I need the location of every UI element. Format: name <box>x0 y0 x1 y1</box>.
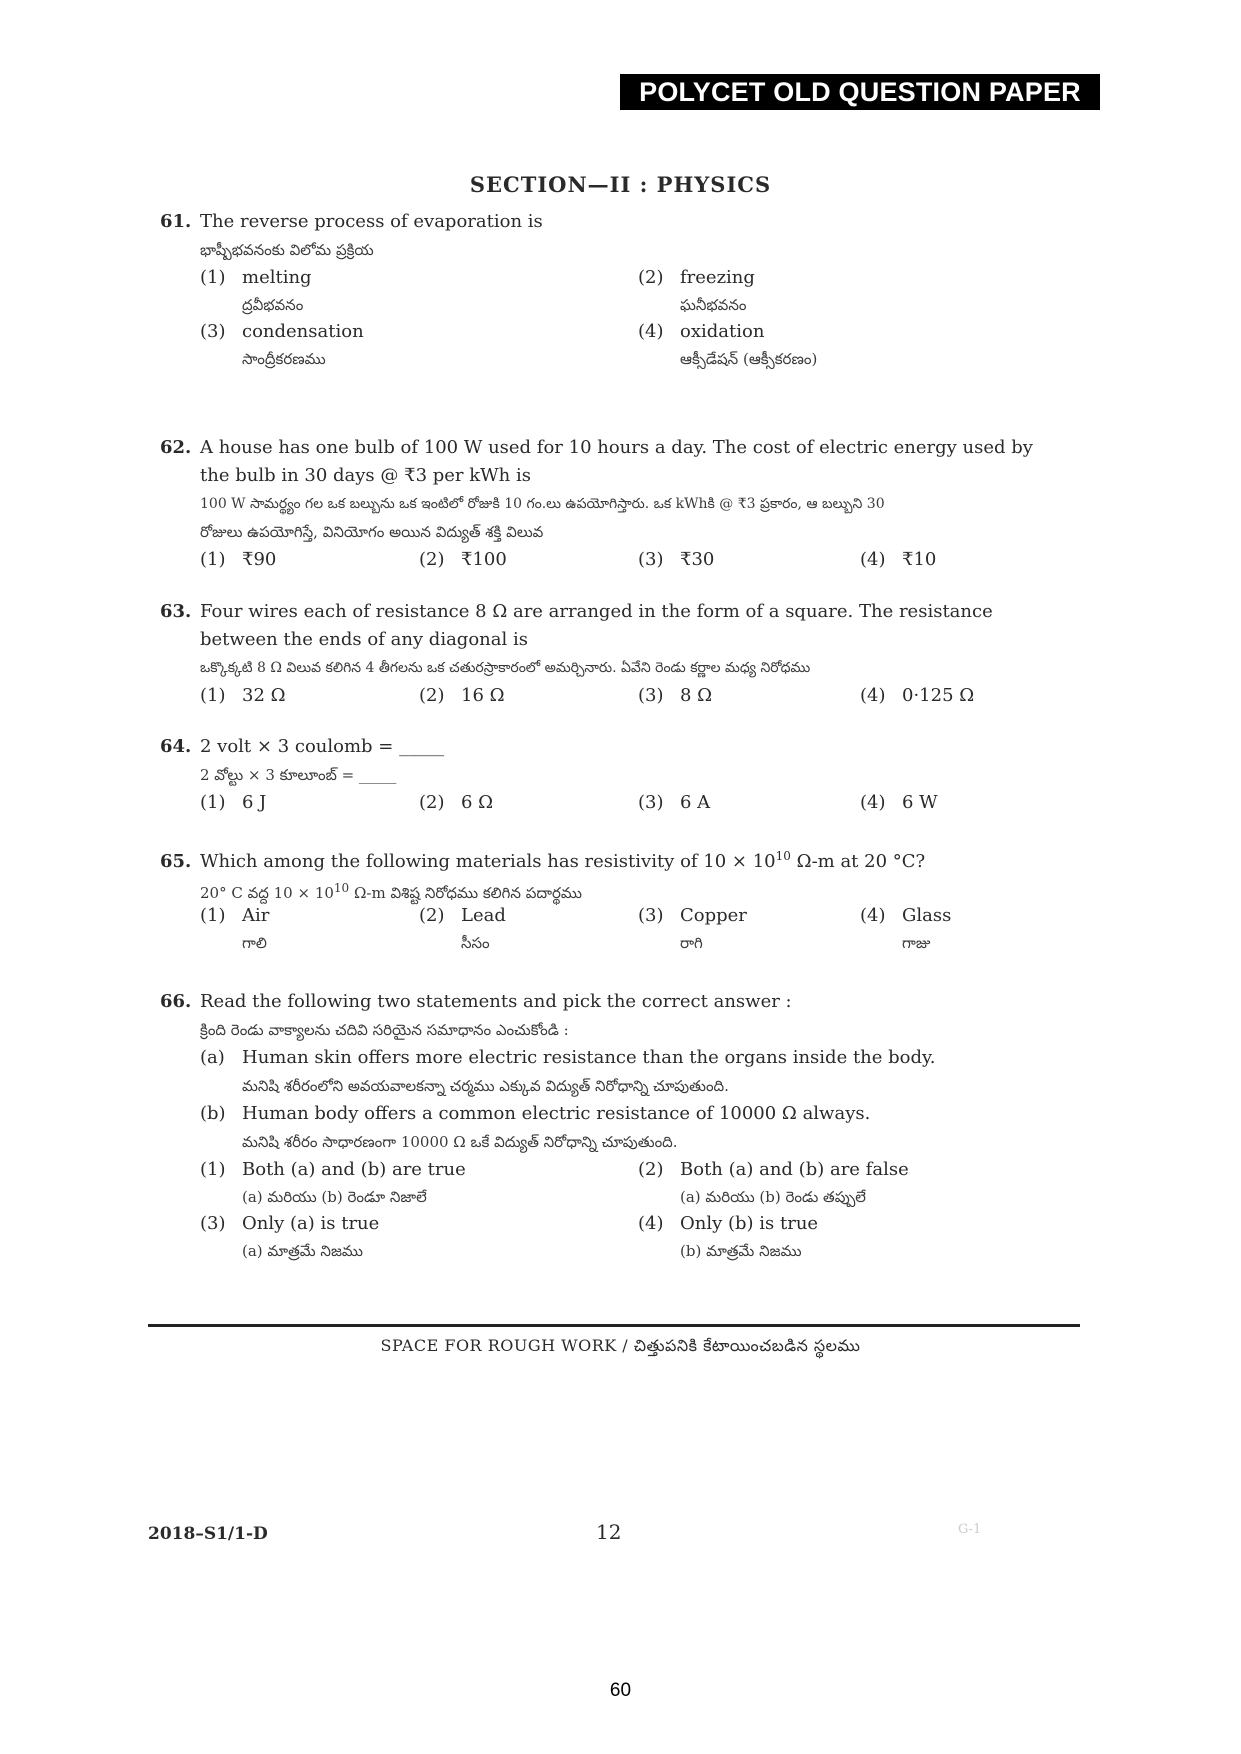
option-number: (2) <box>419 905 445 926</box>
faint-mark: G-1 <box>958 1522 982 1537</box>
question-number: 64. <box>160 736 192 757</box>
option-number: (3) <box>638 549 664 570</box>
option-number: (4) <box>638 321 664 342</box>
question-text: 2 volt × 3 coulomb = _____ <box>200 736 445 757</box>
rough-work-label: SPACE FOR ROUGH WORK / చిత్తుపనికి కేటాయించబడిన స్థలము <box>380 1336 861 1355</box>
option-text-telugu: (a) మాత్రమే నిజము <box>242 1242 363 1260</box>
option-number: (1) <box>200 549 226 570</box>
option-text: ₹10 <box>902 549 937 570</box>
option-number: (4) <box>860 792 886 813</box>
option-text: Air <box>242 905 270 926</box>
option-text: 6 Ω <box>461 792 494 813</box>
option-number: (4) <box>638 1213 664 1234</box>
option-text: 32 Ω <box>242 685 286 706</box>
option-text: condensation <box>242 321 364 342</box>
option-text: oxidation <box>680 321 765 342</box>
question-63 <box>160 598 1080 710</box>
option-number: (1) <box>200 685 226 706</box>
option-text-telugu: (a) మరియు (b) రెండు తప్పులే <box>680 1188 866 1206</box>
option-text: 6 J <box>242 792 267 813</box>
question-text-telugu: క్రింది రెండు వాక్యాలను చదివి సరియైన సమాధానం ఎంచుకోండి : <box>200 1021 569 1039</box>
option-number: (2) <box>419 792 445 813</box>
question-text-telugu: 2 వోల్టు × 3 కూలూంబ్ = _____ <box>200 766 397 784</box>
option-text-telugu: సాంద్రీకరణము <box>242 350 326 368</box>
question-number: 63. <box>160 601 192 622</box>
question-text: Read the following two statements and pick the correct answer : <box>200 991 792 1012</box>
question-number: 62. <box>160 437 192 458</box>
statement-text: Human body offers a common electric resistance of 10000 Ω always. <box>242 1103 871 1124</box>
option-number: (2) <box>419 685 445 706</box>
option-text: Both (a) and (b) are true <box>242 1159 466 1180</box>
question-text-telugu: 20° C వద్ద 10 × 10 <box>200 884 334 902</box>
question-text-telugu-rest: Ω-m విశిష్ట నిరోధము కలిగిన పదార్థము <box>349 884 582 902</box>
option-text: melting <box>242 267 312 288</box>
option-text: ₹30 <box>680 549 715 570</box>
option-text-telugu: (a) మరియు (b) రెండూ నిజాలే <box>242 1188 427 1206</box>
question-number: 66. <box>160 991 192 1012</box>
question-text-telugu: భాష్పీభవనంకు విలోమ ప్రక్రియ <box>200 241 374 259</box>
question-text: Four wires each of resistance 8 Ω are arranged in the form of a square. The resistance <box>200 601 993 622</box>
question-number: 61. <box>160 211 192 232</box>
option-number: (1) <box>200 1159 226 1180</box>
question-text-unit: Ω-m at 20 °C? <box>790 851 926 872</box>
option-text: 6 W <box>902 792 938 813</box>
question-text-cont: between the ends of any diagonal is <box>200 629 528 650</box>
option-text: Only (a) is true <box>242 1213 380 1234</box>
option-text-telugu: సీసం <box>461 934 490 952</box>
option-text-telugu: గాలి <box>242 934 267 952</box>
question-text-telugu-cont: రోజులు ఉపయోగిస్తే, వినియోగం అయిన విద్యుత్ శక్తి విలువ <box>200 523 544 541</box>
option-number: (3) <box>638 685 664 706</box>
question-text: Which among the following materials has resistivity of 10 × 10 <box>200 851 776 872</box>
question-text-telugu: 100 W సామర్థ్యం గల ఒక బల్బును ఒక ఇంటిలో రోజుకి 10 గం.లు ఉపయోగిస్తారు. ఒక kWhకి @ ₹3 ప్రకారం, ఆ బల్బుని 30 <box>200 496 885 512</box>
option-number: (1) <box>200 792 226 813</box>
question-62 <box>160 434 1080 574</box>
option-number: (4) <box>860 685 886 706</box>
option-text: Lead <box>461 905 506 926</box>
statement-label: (a) <box>200 1047 225 1068</box>
option-text-telugu: ఘనీభవనం <box>680 296 747 314</box>
question-text-exponent: 10 <box>775 849 791 863</box>
option-text: ₹90 <box>242 549 277 570</box>
question-text-telugu: ఒక్కొక్కటి 8 Ω విలువ కలిగిన 4 తీగలను ఒక చతురస్రాకారంలో అమర్చినారు. ఏవేని రెండు కర్ణాల మధ్య నిరోధము <box>200 660 811 676</box>
option-number: (4) <box>860 905 886 926</box>
option-number: (3) <box>638 792 664 813</box>
question-text: A house has one bulb of 100 W used for 10 hours a day. The cost of electric energy used by <box>200 437 1033 458</box>
option-text: 6 A <box>680 792 711 813</box>
header-banner: POLYCET OLD QUESTION PAPER <box>620 74 1100 110</box>
option-text: 0·125 Ω <box>902 685 975 706</box>
option-number: (2) <box>638 1159 664 1180</box>
rough-work-divider <box>148 1324 1080 1327</box>
option-number: (1) <box>200 905 226 926</box>
option-number: (3) <box>200 321 226 342</box>
option-text: freezing <box>680 267 755 288</box>
booklet-page-number: 12 <box>596 1520 622 1544</box>
statement-text-telugu: మనిషి శరీరంలోని అవయవాలకన్నా చర్మము ఎక్కువ విద్యుత్ నిరోధాన్ని చూపుతుంది. <box>242 1077 729 1095</box>
page-number: 60 <box>609 1680 632 1701</box>
option-number: (3) <box>638 905 664 926</box>
paper-code: 2018–S1/1-D <box>148 1524 268 1544</box>
statement-text-telugu: మనిషి శరీరం సాధారణంగా 10000 Ω ఒకే విద్యుత్ నిరోధాన్ని చూపుతుంది. <box>242 1133 678 1151</box>
question-66 <box>160 988 1080 1264</box>
option-number: (2) <box>419 549 445 570</box>
statement-label: (b) <box>200 1103 226 1124</box>
option-text: Copper <box>680 905 747 926</box>
option-text: Glass <box>902 905 952 926</box>
option-number: (1) <box>200 267 226 288</box>
question-text: The reverse process of evaporation is <box>200 211 543 232</box>
option-text: 8 Ω <box>680 685 713 706</box>
option-number: (3) <box>200 1213 226 1234</box>
question-64 <box>160 733 1080 817</box>
option-text: Both (a) and (b) are false <box>680 1159 909 1180</box>
question-text-cont: the bulb in 30 days @ ₹3 per kWh is <box>200 465 531 486</box>
option-text-telugu: ద్రవీభవనం <box>242 296 304 314</box>
statement-text: Human skin offers more electric resistance than the organs inside the body. <box>242 1047 936 1068</box>
option-text: 16 Ω <box>461 685 505 706</box>
section-title: SECTION—II : PHYSICS <box>469 172 772 197</box>
option-text-telugu: (b) మాత్రమే నిజము <box>680 1242 802 1260</box>
option-number: (4) <box>860 549 886 570</box>
option-text-telugu: గాజు <box>902 934 931 952</box>
option-text: ₹100 <box>461 549 507 570</box>
question-text-telugu-exponent: 10 <box>333 881 350 895</box>
option-text-telugu: రాగి <box>680 934 703 952</box>
question-65 <box>160 842 1080 956</box>
option-text-telugu: ఆక్సీడేషన్ (ఆక్సీకరణం) <box>680 350 818 368</box>
question-61 <box>160 208 1080 372</box>
question-number: 65. <box>160 851 192 872</box>
option-text: Only (b) is true <box>680 1213 819 1234</box>
option-number: (2) <box>638 267 664 288</box>
